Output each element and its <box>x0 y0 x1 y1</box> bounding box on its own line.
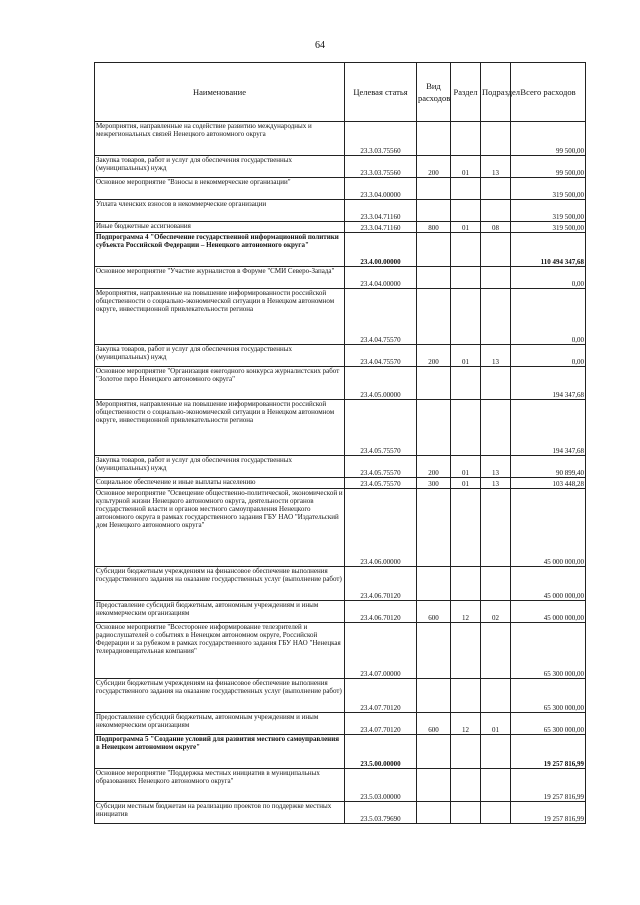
row-expense-type-cell <box>417 567 451 601</box>
row-target-article-cell: 23.4.06.70120 <box>345 567 417 601</box>
row-name-cell: Закупка товаров, работ и услуг для обеспечения государственных (муниципальных) нужд <box>95 345 345 367</box>
row-section-cell <box>451 200 481 222</box>
page-number: 64 <box>315 40 325 51</box>
row-target-article-cell: 23.4.04.00000 <box>345 267 417 289</box>
row-subsection-cell <box>481 233 511 267</box>
row-target-article-cell: 23.3.04.00000 <box>345 178 417 200</box>
row-section-cell <box>451 289 481 345</box>
row-expense-type-cell <box>417 233 451 267</box>
row-amount-cell: 0,00 <box>511 289 586 345</box>
row-target-article-cell: 23.4.05.00000 <box>345 367 417 400</box>
row-name-cell: Подпрограмма 4 "Обеспечение государственной информационной политики субъекта Российской Федерации – Ненецкого автономного округа" <box>95 233 345 267</box>
row-section-cell <box>451 769 481 802</box>
row-subsection-cell <box>481 200 511 222</box>
row-section-cell: 12 <box>451 601 481 623</box>
row-section-cell <box>451 400 481 456</box>
row-amount-cell: 194 347,68 <box>511 367 586 400</box>
row-target-article-cell: 23.5.03.00000 <box>345 769 417 802</box>
table-row <box>95 222 586 233</box>
row-expense-type-cell <box>417 769 451 802</box>
table-row <box>95 567 586 601</box>
row-subsection-cell <box>481 178 511 200</box>
row-name-cell: Субсидии местным бюджетам на реализацию проектов по поддержке местных инициатив <box>95 802 345 824</box>
row-expense-type-cell <box>417 178 451 200</box>
row-section-cell <box>451 178 481 200</box>
table-row <box>95 289 586 345</box>
table-row <box>95 623 586 679</box>
row-expense-type-cell: 600 <box>417 601 451 623</box>
header-section: Раздел <box>451 63 481 122</box>
row-amount-cell: 0,00 <box>511 345 586 367</box>
row-name-cell: Подпрограмма 5 "Создание условий для развития местного самоуправления в Ненецком автономном округе" <box>95 735 345 769</box>
row-subsection-cell <box>481 802 511 824</box>
row-subsection-cell <box>481 367 511 400</box>
row-amount-cell: 103 448,28 <box>511 478 586 489</box>
row-name-cell: Иные бюджетные ассигнования <box>95 222 345 233</box>
row-name-cell: Основное мероприятие "Взносы в некоммерческие организации" <box>95 178 345 200</box>
row-subsection-cell: 13 <box>481 156 511 178</box>
row-subsection-cell <box>481 735 511 769</box>
row-target-article-cell: 23.3.03.75560 <box>345 122 417 156</box>
row-amount-cell: 45 000 000,00 <box>511 601 586 623</box>
table-row <box>95 178 586 200</box>
row-amount-cell: 45 000 000,00 <box>511 489 586 567</box>
row-expense-type-cell: 200 <box>417 156 451 178</box>
row-subsection-cell <box>481 679 511 713</box>
row-subsection-cell <box>481 769 511 802</box>
row-section-cell <box>451 267 481 289</box>
row-target-article-cell: 23.4.06.70120 <box>345 601 417 623</box>
row-subsection-cell: 13 <box>481 478 511 489</box>
table-row <box>95 478 586 489</box>
row-name-cell: Мероприятия, направленные на повышение информированности российской общественности о социально-экономической ситуации в Ненецком автономном округе, инвестиционной привлекательности региона <box>95 289 345 345</box>
row-amount-cell: 65 300 000,00 <box>511 679 586 713</box>
row-name-cell: Основное мероприятие "Участие журналистов в Форуме "СМИ Северо-Запада" <box>95 267 345 289</box>
table-row <box>95 489 586 567</box>
row-name-cell: Основное мероприятие "Всесторонее информирование телезрителей и радиослушателей о событиях в Ненецком автономном округе, Российской Федерации и за рубежом в рамках государственного задания ГБУ НАО "Ненецкая телерадиовещательная компания" <box>95 623 345 679</box>
row-subsection-cell <box>481 267 511 289</box>
row-target-article-cell: 23.5.03.79690 <box>345 802 417 824</box>
row-amount-cell: 19 257 816,99 <box>511 802 586 824</box>
header-expense-type: Вид расходов <box>417 63 451 122</box>
row-target-article-cell: 23.4.07.00000 <box>345 623 417 679</box>
table-row <box>95 735 586 769</box>
row-name-cell: Предоставление субсидий бюджетным, автономным учреждениям и иным некоммерческим организациям <box>95 601 345 623</box>
row-expense-type-cell <box>417 489 451 567</box>
header-subsection: Подраздел <box>481 63 511 122</box>
row-expense-type-cell: 200 <box>417 456 451 478</box>
row-amount-cell: 194 347,68 <box>511 400 586 456</box>
row-amount-cell: 65 300 000,00 <box>511 713 586 735</box>
row-amount-cell: 90 899,40 <box>511 456 586 478</box>
row-amount-cell: 0,00 <box>511 267 586 289</box>
row-section-cell: 12 <box>451 713 481 735</box>
row-amount-cell: 319 500,00 <box>511 222 586 233</box>
row-amount-cell: 19 257 816,99 <box>511 769 586 802</box>
table-row <box>95 769 586 802</box>
row-section-cell <box>451 233 481 267</box>
row-expense-type-cell <box>417 623 451 679</box>
row-expense-type-cell <box>417 200 451 222</box>
row-expense-type-cell <box>417 289 451 345</box>
row-expense-type-cell <box>417 679 451 713</box>
row-expense-type-cell <box>417 400 451 456</box>
row-name-cell: Социальное обеспечение и иные выплаты населению <box>95 478 345 489</box>
row-amount-cell: 45 000 000,00 <box>511 567 586 601</box>
row-target-article-cell: 23.4.07.70120 <box>345 679 417 713</box>
row-subsection-cell <box>481 623 511 679</box>
row-expense-type-cell: 600 <box>417 713 451 735</box>
row-expense-type-cell: 300 <box>417 478 451 489</box>
row-section-cell <box>451 623 481 679</box>
row-target-article-cell: 23.4.05.75570 <box>345 478 417 489</box>
row-target-article-cell: 23.3.04.71160 <box>345 200 417 222</box>
row-amount-cell: 65 300 000,00 <box>511 623 586 679</box>
row-subsection-cell <box>481 567 511 601</box>
row-subsection-cell <box>481 122 511 156</box>
row-subsection-cell: 01 <box>481 713 511 735</box>
table-row <box>95 122 586 156</box>
row-section-cell <box>451 367 481 400</box>
row-section-cell <box>451 802 481 824</box>
row-section-cell <box>451 735 481 769</box>
row-subsection-cell: 02 <box>481 601 511 623</box>
table-row <box>95 679 586 713</box>
table-row <box>95 400 586 456</box>
row-section-cell: 01 <box>451 222 481 233</box>
row-expense-type-cell <box>417 367 451 400</box>
row-expense-type-cell <box>417 122 451 156</box>
row-amount-cell: 319 500,00 <box>511 200 586 222</box>
table-row <box>95 367 586 400</box>
row-subsection-cell: 13 <box>481 345 511 367</box>
header-name: Наименование <box>95 63 345 122</box>
row-subsection-cell: 13 <box>481 456 511 478</box>
row-expense-type-cell <box>417 802 451 824</box>
row-name-cell: Основное мероприятие "Поддержка местных инициатив в муниципальных образованиях Ненецкого автономного округа" <box>95 769 345 802</box>
row-target-article-cell: 23.4.06.00000 <box>345 489 417 567</box>
row-subsection-cell: 08 <box>481 222 511 233</box>
row-expense-type-cell <box>417 267 451 289</box>
row-target-article-cell: 23.4.04.75570 <box>345 345 417 367</box>
table-row <box>95 156 586 178</box>
budget-table <box>94 62 586 824</box>
row-amount-cell: 319 500,00 <box>511 178 586 200</box>
row-amount-cell: 99 500,00 <box>511 156 586 178</box>
row-name-cell: Основное мероприятие "Освещение общественно-политической, экономической и культурной жизни Ненецкого автономного округа, деятельности органов государственной власти и органов местного самоуправления Ненецкого автономного округа в рамках государственного задания ГБУ НАО "Издательский дом Ненецкого автономного округа" <box>95 489 345 567</box>
row-name-cell: Мероприятия, направленные на повышение информированности российской общественности о социально-экономической ситуации в Ненецком автономном округе, инвестиционной привлекательности региона <box>95 400 345 456</box>
row-section-cell <box>451 679 481 713</box>
row-name-cell: Закупка товаров, работ и услуг для обеспечения государственных (муниципальных) нужд <box>95 456 345 478</box>
table-row <box>95 267 586 289</box>
row-target-article-cell: 23.4.05.75570 <box>345 456 417 478</box>
row-section-cell: 01 <box>451 456 481 478</box>
row-target-article-cell: 23.3.03.75560 <box>345 156 417 178</box>
row-subsection-cell <box>481 489 511 567</box>
table-row <box>95 233 586 267</box>
row-section-cell <box>451 567 481 601</box>
table-row <box>95 713 586 735</box>
row-target-article-cell: 23.3.04.71160 <box>345 222 417 233</box>
row-name-cell: Закупка товаров, работ и услуг для обеспечения государственных (муниципальных) нужд <box>95 156 345 178</box>
row-target-article-cell: 23.4.07.70120 <box>345 713 417 735</box>
row-expense-type-cell: 200 <box>417 345 451 367</box>
row-expense-type-cell <box>417 735 451 769</box>
row-name-cell: Субсидии бюджетным учреждениям на финансовое обеспечение выполнения государственного задания на оказание государственных услуг (выполнение работ) <box>95 567 345 601</box>
header-total: Всего расходов <box>511 63 586 122</box>
row-section-cell: 01 <box>451 345 481 367</box>
row-section-cell: 01 <box>451 156 481 178</box>
row-name-cell: Уплата членских взносов в некоммерческие организации <box>95 200 345 222</box>
table-row <box>95 456 586 478</box>
row-name-cell: Мероприятия, направленные на содействие развитию международных и межрегиональных связей Ненецкого автономного округа <box>95 122 345 156</box>
table-row <box>95 345 586 367</box>
row-target-article-cell: 23.5.00.00000 <box>345 735 417 769</box>
row-name-cell: Субсидии бюджетным учреждениям на финансовое обеспечение выполнения государственного задания на оказание государственных услуг (выполнение работ) <box>95 679 345 713</box>
row-amount-cell: 110 494 347,68 <box>511 233 586 267</box>
row-subsection-cell <box>481 289 511 345</box>
row-section-cell: 01 <box>451 478 481 489</box>
table-row <box>95 802 586 824</box>
table-header-row <box>95 63 586 122</box>
row-expense-type-cell: 800 <box>417 222 451 233</box>
row-section-cell <box>451 489 481 567</box>
row-amount-cell: 19 257 816,99 <box>511 735 586 769</box>
row-section-cell <box>451 122 481 156</box>
row-target-article-cell: 23.4.00.00000 <box>345 233 417 267</box>
header-target-article: Целевая статья <box>345 63 417 122</box>
row-name-cell: Основное мероприятие "Организация ежегодного конкурса журналистских работ "Золотое перо Ненецкого автономного округа" <box>95 367 345 400</box>
row-subsection-cell <box>481 400 511 456</box>
row-target-article-cell: 23.4.05.75570 <box>345 400 417 456</box>
row-name-cell: Предоставление субсидий бюджетным, автономным учреждениям и иным некоммерческим организациям <box>95 713 345 735</box>
row-amount-cell: 99 500,00 <box>511 122 586 156</box>
table-row <box>95 601 586 623</box>
row-target-article-cell: 23.4.04.75570 <box>345 289 417 345</box>
table-row <box>95 200 586 222</box>
